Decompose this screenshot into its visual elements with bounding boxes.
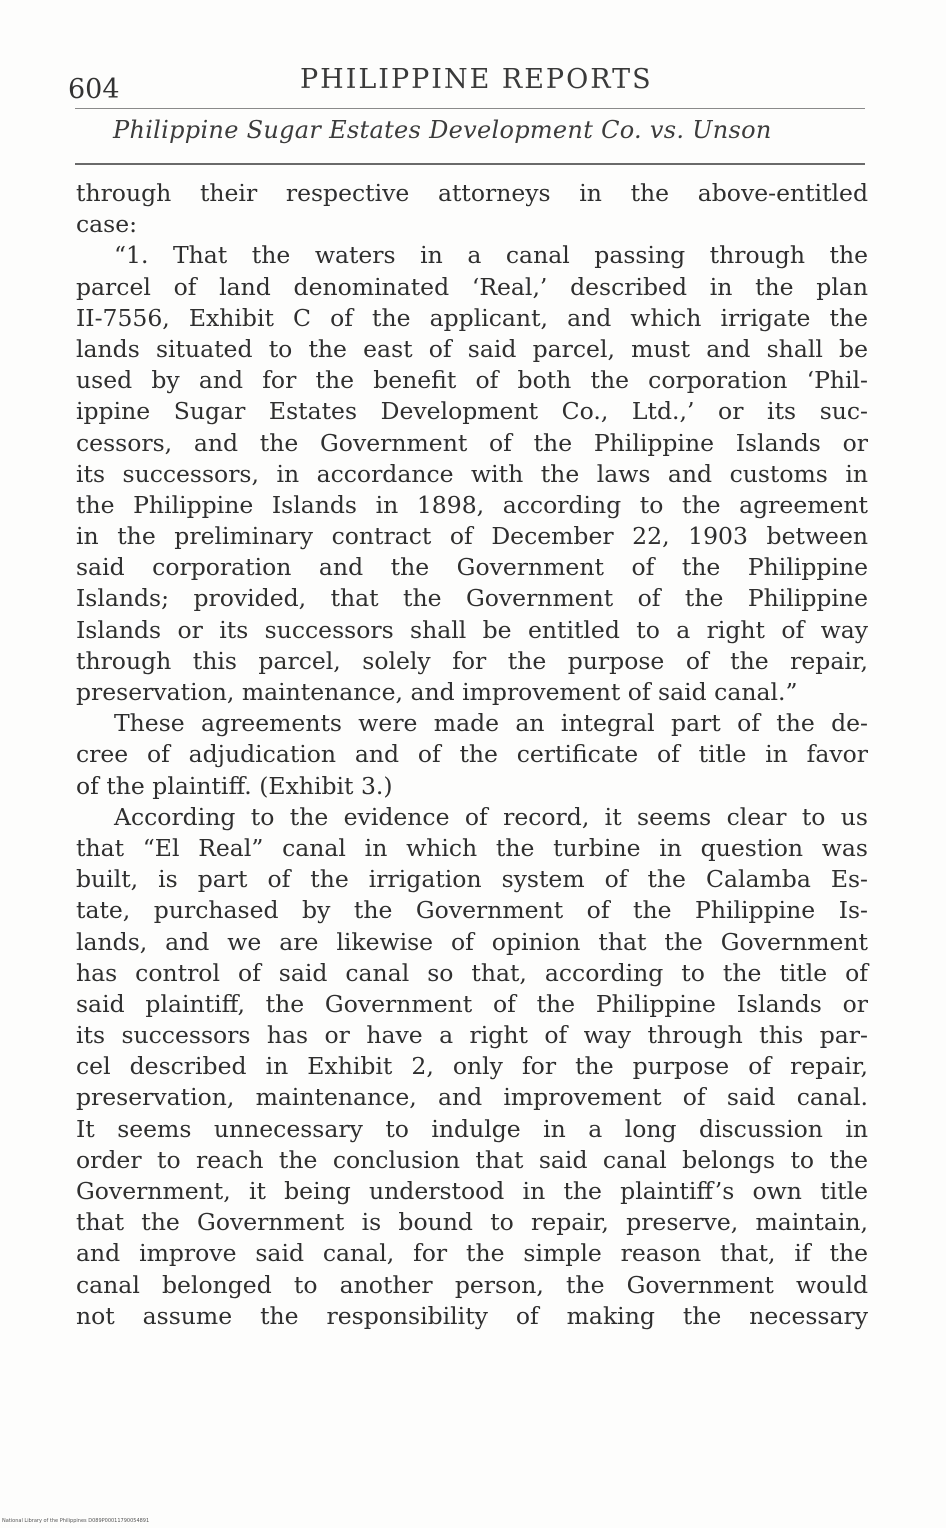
text-line: not assume the responsibility of making the necessary	[76, 1301, 868, 1330]
text-line: These agreements were made an integral part of the de-	[114, 709, 868, 738]
text-line: preservation, maintenance, and improvement of said canal.	[76, 1083, 868, 1112]
text-line: Government, it being understood in the plaintiff’s own title	[76, 1177, 868, 1205]
text-line: of the plaintiff. (Exhibit 3.)	[76, 771, 393, 800]
text-line: “1. That the waters in a canal passing through the	[114, 241, 868, 270]
text-line: preservation, maintenance, and improvement of said canal.”	[76, 678, 798, 706]
text-line: through this parcel, solely for the purpose of the repair,	[76, 646, 868, 675]
text-line: its successors has or have a right of way through this par-	[76, 1021, 868, 1050]
page-number: 604	[68, 74, 120, 105]
text-line: built, is part of the irrigation system of the Calamba Es-	[76, 865, 868, 894]
text-line: lands, and we are likewise of opinion that the Government	[76, 927, 868, 956]
text-line: has control of said canal so that, according to the title of	[76, 958, 868, 987]
text-line: case:	[76, 210, 138, 239]
case-title: Philippine Sugar Estates Development Co. vs. Unson	[113, 116, 772, 144]
body-text	[76, 178, 868, 1332]
header-rule	[75, 108, 865, 109]
text-line: lands situated to the east of said parcel, must and shall be	[76, 334, 868, 363]
text-line: in the preliminary contract of December 22, 1903 between	[76, 522, 868, 551]
text-line: cel described in Exhibit 2, only for the purpose of repair,	[76, 1052, 868, 1081]
text-line: that “El Real” canal in which the turbine in question was	[76, 833, 868, 862]
text-line: and improve said canal, for the simple reason that, if the	[76, 1239, 868, 1268]
text-line: Islands or its successors shall be entitled to a right of way	[76, 615, 868, 644]
running-title: PHILIPPINE REPORTS	[300, 64, 653, 95]
text-line: the Philippine Islands in 1898, according to the agreement	[76, 490, 868, 519]
text-line: through their respective attorneys in the above-entitled	[76, 179, 868, 207]
text-line: its successors, in accordance with the laws and customs in	[76, 459, 868, 488]
page-header	[68, 60, 868, 106]
text-line: It seems unnecessary to indulge in a long discussion in	[76, 1114, 868, 1143]
text-line: parcel of land denominated ‘Real,’ described in the plan	[76, 272, 868, 301]
text-line: Islands; provided, that the Government of the Philippine	[76, 584, 868, 613]
text-line: said plaintiff, the Government of the Philippine Islands or	[76, 989, 868, 1018]
text-line: said corporation and the Government of the Philippine	[76, 553, 868, 582]
text-line: cree of adjudication and of the certificate of title in favor	[76, 740, 868, 769]
text-line: used by and for the benefit of both the corporation ‘Phil-	[76, 366, 868, 395]
text-line: II-7556, Exhibit C of the applicant, and which irrigate the	[76, 303, 868, 332]
text-line: According to the evidence of record, it seems clear to us	[114, 802, 868, 831]
text-line: that the Government is bound to repair, preserve, maintain,	[76, 1208, 868, 1237]
text-line: ippine Sugar Estates Development Co., Ltd.,’ or its suc-	[76, 397, 868, 426]
text-line: order to reach the conclusion that said canal belongs to the	[76, 1145, 868, 1174]
text-line: canal belonged to another person, the Government would	[76, 1270, 868, 1299]
source-watermark: National Library of the Philippines D089P00011790054891	[2, 1518, 150, 1524]
text-line: tate, purchased by the Government of the Philippine Is-	[76, 896, 868, 925]
text-line: cessors, and the Government of the Philippine Islands or	[76, 428, 868, 457]
case-title-rule	[75, 163, 865, 165]
